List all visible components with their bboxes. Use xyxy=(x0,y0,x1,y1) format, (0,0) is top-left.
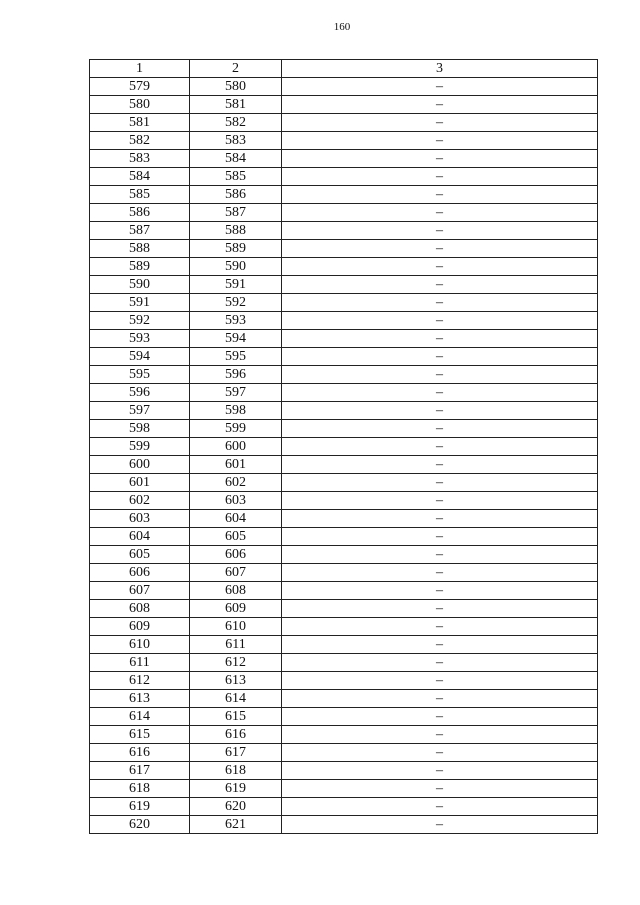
table-row xyxy=(90,762,598,780)
table-cell-col1: 610 xyxy=(90,636,190,654)
table-row xyxy=(90,366,598,384)
table-cell-col2: 580 xyxy=(190,78,282,96)
table-cell-col3: – xyxy=(282,150,598,168)
table-cell-col2: 588 xyxy=(190,222,282,240)
table-cell-col1: 594 xyxy=(90,348,190,366)
table-cell-col1: 608 xyxy=(90,600,190,618)
table-cell-col2: 604 xyxy=(190,510,282,528)
table-row xyxy=(90,726,598,744)
table-cell-col1: 618 xyxy=(90,780,190,798)
table-cell-col3: – xyxy=(282,186,598,204)
table-cell-col3: – xyxy=(282,204,598,222)
column-header-1: 1 xyxy=(90,60,190,78)
table-row xyxy=(90,564,598,582)
table-cell-col3: – xyxy=(282,672,598,690)
table-cell-col2: 616 xyxy=(190,726,282,744)
table-row xyxy=(90,546,598,564)
table-cell-col3: – xyxy=(282,348,598,366)
table-row xyxy=(90,816,598,834)
table-cell-col1: 615 xyxy=(90,726,190,744)
table-cell-col3: – xyxy=(282,798,598,816)
table-row xyxy=(90,312,598,330)
table-cell-col3: – xyxy=(282,510,598,528)
table-cell-col2: 602 xyxy=(190,474,282,492)
table-cell-col2: 591 xyxy=(190,276,282,294)
table-cell-col3: – xyxy=(282,708,598,726)
table-cell-col2: 595 xyxy=(190,348,282,366)
table-cell-col1: 586 xyxy=(90,204,190,222)
table-cell-col3: – xyxy=(282,654,598,672)
table-cell-col1: 587 xyxy=(90,222,190,240)
table-cell-col1: 593 xyxy=(90,330,190,348)
table-cell-col2: 610 xyxy=(190,618,282,636)
table-cell-col2: 617 xyxy=(190,744,282,762)
table-row xyxy=(90,528,598,546)
table-header-row xyxy=(90,60,598,78)
table-cell-col1: 605 xyxy=(90,546,190,564)
table-cell-col1: 583 xyxy=(90,150,190,168)
table-cell-col1: 585 xyxy=(90,186,190,204)
table-row xyxy=(90,618,598,636)
table-cell-col2: 614 xyxy=(190,690,282,708)
table-cell-col3: – xyxy=(282,780,598,798)
table-cell-col3: – xyxy=(282,474,598,492)
table-cell-col1: 590 xyxy=(90,276,190,294)
table-cell-col1: 581 xyxy=(90,114,190,132)
data-table-container xyxy=(89,59,597,834)
table-cell-col1: 595 xyxy=(90,366,190,384)
table-cell-col3: – xyxy=(282,222,598,240)
table-cell-col3: – xyxy=(282,402,598,420)
table-cell-col3: – xyxy=(282,78,598,96)
table-cell-col1: 580 xyxy=(90,96,190,114)
table-cell-col1: 606 xyxy=(90,564,190,582)
table-cell-col1: 582 xyxy=(90,132,190,150)
table-row xyxy=(90,78,598,96)
table-cell-col3: – xyxy=(282,258,598,276)
table-cell-col3: – xyxy=(282,762,598,780)
table-cell-col2: 593 xyxy=(190,312,282,330)
table-row xyxy=(90,744,598,762)
table-cell-col3: – xyxy=(282,312,598,330)
table-cell-col2: 587 xyxy=(190,204,282,222)
table-cell-col1: 597 xyxy=(90,402,190,420)
table-cell-col3: – xyxy=(282,546,598,564)
table-cell-col3: – xyxy=(282,582,598,600)
table-cell-col2: 598 xyxy=(190,402,282,420)
table-cell-col3: – xyxy=(282,168,598,186)
table-cell-col3: – xyxy=(282,366,598,384)
table-cell-col3: – xyxy=(282,636,598,654)
table-cell-col3: – xyxy=(282,618,598,636)
table-cell-col3: – xyxy=(282,690,598,708)
table-cell-col1: 616 xyxy=(90,744,190,762)
table-row xyxy=(90,168,598,186)
table-header xyxy=(90,60,598,78)
table-row xyxy=(90,672,598,690)
table-row xyxy=(90,438,598,456)
table-cell-col3: – xyxy=(282,816,598,834)
table-cell-col1: 617 xyxy=(90,762,190,780)
table-cell-col3: – xyxy=(282,240,598,258)
table-row xyxy=(90,384,598,402)
table-cell-col2: 609 xyxy=(190,600,282,618)
table-cell-col1: 620 xyxy=(90,816,190,834)
table-cell-col1: 604 xyxy=(90,528,190,546)
table-cell-col3: – xyxy=(282,492,598,510)
table-cell-col2: 611 xyxy=(190,636,282,654)
table-row xyxy=(90,474,598,492)
table-row xyxy=(90,456,598,474)
table-cell-col2: 613 xyxy=(190,672,282,690)
table-row xyxy=(90,132,598,150)
table-row xyxy=(90,114,598,132)
table-cell-col2: 594 xyxy=(190,330,282,348)
table-row xyxy=(90,348,598,366)
table-cell-col1: 607 xyxy=(90,582,190,600)
table-row xyxy=(90,708,598,726)
table-row xyxy=(90,798,598,816)
table-cell-col3: – xyxy=(282,600,598,618)
table-cell-col1: 598 xyxy=(90,420,190,438)
table-row xyxy=(90,600,598,618)
table-row xyxy=(90,582,598,600)
table-cell-col2: 592 xyxy=(190,294,282,312)
page-number: 160 xyxy=(333,21,351,33)
table-cell-col2: 608 xyxy=(190,582,282,600)
table-cell-col1: 613 xyxy=(90,690,190,708)
table-cell-col2: 582 xyxy=(190,114,282,132)
column-header-3: 3 xyxy=(282,60,598,78)
table-cell-col3: – xyxy=(282,384,598,402)
table-cell-col2: 607 xyxy=(190,564,282,582)
table-row xyxy=(90,402,598,420)
table-row xyxy=(90,222,598,240)
table-row xyxy=(90,150,598,168)
table-cell-col1: 589 xyxy=(90,258,190,276)
table-cell-col1: 609 xyxy=(90,618,190,636)
data-table xyxy=(89,59,598,834)
table-cell-col2: 586 xyxy=(190,186,282,204)
table-cell-col2: 603 xyxy=(190,492,282,510)
table-row xyxy=(90,294,598,312)
table-cell-col2: 612 xyxy=(190,654,282,672)
table-row xyxy=(90,330,598,348)
table-row xyxy=(90,276,598,294)
table-row xyxy=(90,204,598,222)
table-cell-col3: – xyxy=(282,438,598,456)
table-cell-col3: – xyxy=(282,330,598,348)
table-cell-col2: 589 xyxy=(190,240,282,258)
table-cell-col2: 600 xyxy=(190,438,282,456)
table-cell-col1: 611 xyxy=(90,654,190,672)
table-cell-col2: 601 xyxy=(190,456,282,474)
table-cell-col2: 619 xyxy=(190,780,282,798)
table-cell-col2: 599 xyxy=(190,420,282,438)
table-row xyxy=(90,420,598,438)
table-body xyxy=(90,78,598,834)
table-cell-col3: – xyxy=(282,132,598,150)
table-cell-col3: – xyxy=(282,420,598,438)
table-cell-col2: 621 xyxy=(190,816,282,834)
table-cell-col1: 579 xyxy=(90,78,190,96)
table-cell-col3: – xyxy=(282,276,598,294)
table-row xyxy=(90,96,598,114)
table-cell-col1: 601 xyxy=(90,474,190,492)
table-cell-col3: – xyxy=(282,564,598,582)
table-cell-col1: 584 xyxy=(90,168,190,186)
table-row xyxy=(90,654,598,672)
table-cell-col2: 620 xyxy=(190,798,282,816)
table-row xyxy=(90,636,598,654)
table-cell-col1: 619 xyxy=(90,798,190,816)
table-cell-col1: 602 xyxy=(90,492,190,510)
table-row xyxy=(90,258,598,276)
table-cell-col2: 596 xyxy=(190,366,282,384)
table-row xyxy=(90,780,598,798)
table-cell-col3: – xyxy=(282,456,598,474)
table-cell-col2: 605 xyxy=(190,528,282,546)
table-cell-col1: 603 xyxy=(90,510,190,528)
table-cell-col3: – xyxy=(282,294,598,312)
table-cell-col2: 585 xyxy=(190,168,282,186)
table-row xyxy=(90,240,598,258)
table-cell-col1: 612 xyxy=(90,672,190,690)
column-header-2: 2 xyxy=(190,60,282,78)
table-cell-col1: 592 xyxy=(90,312,190,330)
table-cell-col2: 581 xyxy=(190,96,282,114)
table-cell-col1: 591 xyxy=(90,294,190,312)
table-cell-col3: – xyxy=(282,528,598,546)
table-cell-col1: 588 xyxy=(90,240,190,258)
table-row xyxy=(90,510,598,528)
table-cell-col2: 618 xyxy=(190,762,282,780)
table-cell-col1: 614 xyxy=(90,708,190,726)
table-cell-col3: – xyxy=(282,96,598,114)
table-row xyxy=(90,492,598,510)
table-cell-col2: 597 xyxy=(190,384,282,402)
table-cell-col1: 600 xyxy=(90,456,190,474)
table-cell-col2: 583 xyxy=(190,132,282,150)
table-cell-col3: – xyxy=(282,726,598,744)
table-cell-col3: – xyxy=(282,114,598,132)
table-row xyxy=(90,186,598,204)
table-row xyxy=(90,690,598,708)
table-cell-col1: 596 xyxy=(90,384,190,402)
table-cell-col2: 584 xyxy=(190,150,282,168)
table-cell-col2: 615 xyxy=(190,708,282,726)
table-cell-col2: 606 xyxy=(190,546,282,564)
table-cell-col1: 599 xyxy=(90,438,190,456)
table-cell-col3: – xyxy=(282,744,598,762)
table-cell-col2: 590 xyxy=(190,258,282,276)
